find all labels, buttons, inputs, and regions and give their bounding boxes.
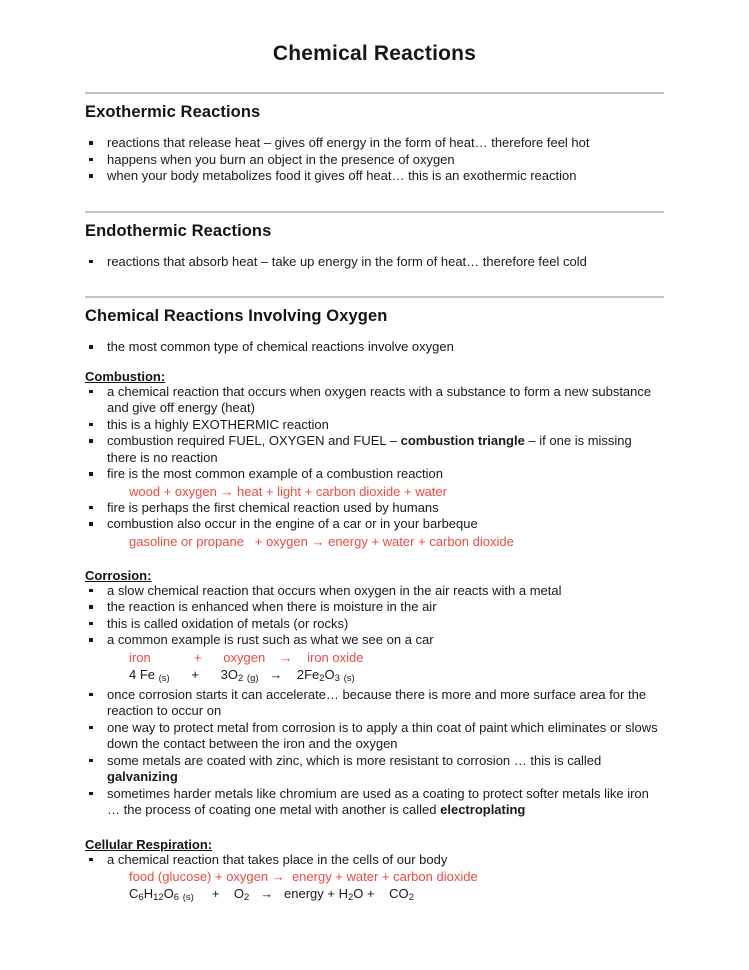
eq-operator: + — [191, 666, 199, 682]
bullet-text-bold: galvanizing — [107, 769, 178, 785]
bullet-text-part: sometimes harder metals like chromium are used as a coating to protect softer metals like iron … the process of coating one metal with another is called — [107, 785, 649, 818]
sub-heading-cellular-respiration: Cellular Respiration: — [85, 836, 213, 852]
eq-term: 4 Fe — [129, 666, 156, 682]
list-item: combustion also occur in the engine of a car or in your barbeque — [85, 516, 664, 533]
list-item: a chemical reaction that takes place in the cells of our body — [85, 852, 664, 869]
eq-subscript: 2 — [238, 672, 244, 684]
list-item — [85, 433, 664, 466]
bullet-list-cellular-respiration — [85, 852, 664, 869]
bullet-list-endothermic — [85, 254, 664, 271]
eq-term: energy + — [284, 886, 335, 902]
eq-operator: + — [211, 886, 220, 902]
page-title: Chemical Reactions — [272, 42, 477, 65]
eq-subscript: 6 — [173, 892, 180, 904]
bullet-text-bold: combustion triangle — [400, 433, 525, 448]
eq-term: O — [353, 886, 364, 902]
list-item: a common example is rust such as what we see on a car — [85, 632, 664, 649]
eq-arrow: → — [260, 886, 274, 902]
eq-term: C — [129, 886, 139, 902]
list-item: the reaction is enhanced when there is moisture in the air — [85, 599, 664, 616]
list-item: the most common type of chemical reactions involve oxygen — [85, 339, 664, 356]
section-divider-1 — [85, 92, 664, 94]
list-item: this is called oxidation of metals (or rocks) — [85, 616, 664, 633]
bullet-list-combustion-b — [85, 500, 664, 533]
bullet-text-bold: electroplating — [440, 802, 526, 818]
list-item: once corrosion starts it can accelerate… because there is more and more surface area for the reaction to occur on — [85, 687, 664, 720]
sub-heading-corrosion: Corrosion: — [85, 567, 152, 583]
eq-subscript: 6 — [138, 892, 144, 904]
equation-corrosion-words: iron + oxygen → iron oxide — [129, 649, 364, 665]
equation-combustion-wood: wood + oxygen → heat + light + carbon dioxide + water — [129, 483, 447, 499]
eq-operator: + — [367, 886, 375, 902]
bullet-text-part: combustion required FUEL, OXYGEN and FUEL – — [107, 433, 401, 448]
eq-arrow: → — [269, 666, 283, 682]
equation-respiration-symbols — [85, 885, 664, 906]
eq-state: (s) — [343, 672, 355, 684]
eq-subscript: 2 — [408, 892, 414, 904]
eq-subscript: 2 — [347, 892, 354, 904]
eq-term: 2Fe — [296, 666, 320, 682]
list-item: a slow chemical reaction that occurs when oxygen in the air reacts with a metal — [85, 583, 664, 600]
eq-subscript: 3 — [334, 672, 340, 684]
equation-combustion-gasoline: gasoline or propane + oxygen → energy + water + carbon dioxide — [129, 533, 514, 549]
eq-term: O — [233, 886, 245, 902]
list-item: reactions that absorb heat – take up energy in the form of heat… therefore feel cold — [85, 254, 664, 271]
eq-subscript: 12 — [153, 892, 164, 904]
bullet-text-part: some metals are coated with zinc, which is more resistant to corrosion … this is called — [107, 752, 602, 768]
eq-state: (s) — [182, 892, 194, 904]
list-item: when your body metabolizes food it gives off heat… this is an exothermic reaction — [85, 168, 664, 185]
section-divider-3 — [85, 296, 664, 298]
list-item: fire is the most common example of a combustion reaction — [85, 466, 664, 483]
list-item: a chemical reaction that occurs when oxygen reacts with a substance to form a new substance and give off energy (heat) — [85, 384, 664, 417]
eq-term: H — [143, 886, 154, 902]
eq-subscript: 2 — [244, 892, 250, 904]
sub-heading-combustion: Combustion: — [85, 368, 166, 384]
equation-corrosion-symbols — [85, 666, 664, 687]
list-item: fire is perhaps the first chemical reaction used by humans — [85, 500, 664, 517]
bullet-list-corrosion-a — [85, 583, 664, 649]
list-item: this is a highly EXOTHERMIC reaction — [85, 417, 664, 434]
section-divider-2 — [85, 211, 664, 213]
bullet-text-part: – if one is missing there is no reaction — [107, 433, 632, 465]
bullet-list-exothermic — [85, 135, 664, 185]
list-item — [85, 753, 664, 786]
eq-term: H — [338, 886, 348, 902]
eq-state: (s) — [158, 672, 170, 684]
equation-respiration-words: food (glucose) + oxygen → energy + water + carbon dioxide — [129, 869, 478, 885]
list-item: happens when you burn an object in the presence of oxygen — [85, 152, 664, 169]
section-heading-endothermic: Endothermic Reactions — [85, 221, 272, 240]
bullet-list-corrosion-b — [85, 687, 664, 819]
list-item: one way to protect metal from corrosion is to apply a thin coat of paint which eliminates or slows down the contact between the iron and the oxygen — [85, 720, 664, 753]
eq-state: (g) — [246, 672, 259, 684]
eq-term: O — [324, 666, 335, 682]
eq-term: O — [163, 886, 174, 902]
list-item — [85, 786, 664, 819]
eq-term: 3O — [220, 666, 238, 682]
eq-subscript: 2 — [319, 672, 325, 684]
list-item: reactions that release heat – gives off energy in the form of heat… therefore feel hot — [85, 135, 664, 152]
bullet-list-combustion-a — [85, 384, 664, 483]
section-heading-oxygen: Chemical Reactions Involving Oxygen — [85, 307, 388, 325]
section-heading-exothermic: Exothermic Reactions — [85, 103, 261, 121]
eq-term: CO — [389, 886, 409, 902]
bullet-list-oxygen — [85, 339, 664, 356]
